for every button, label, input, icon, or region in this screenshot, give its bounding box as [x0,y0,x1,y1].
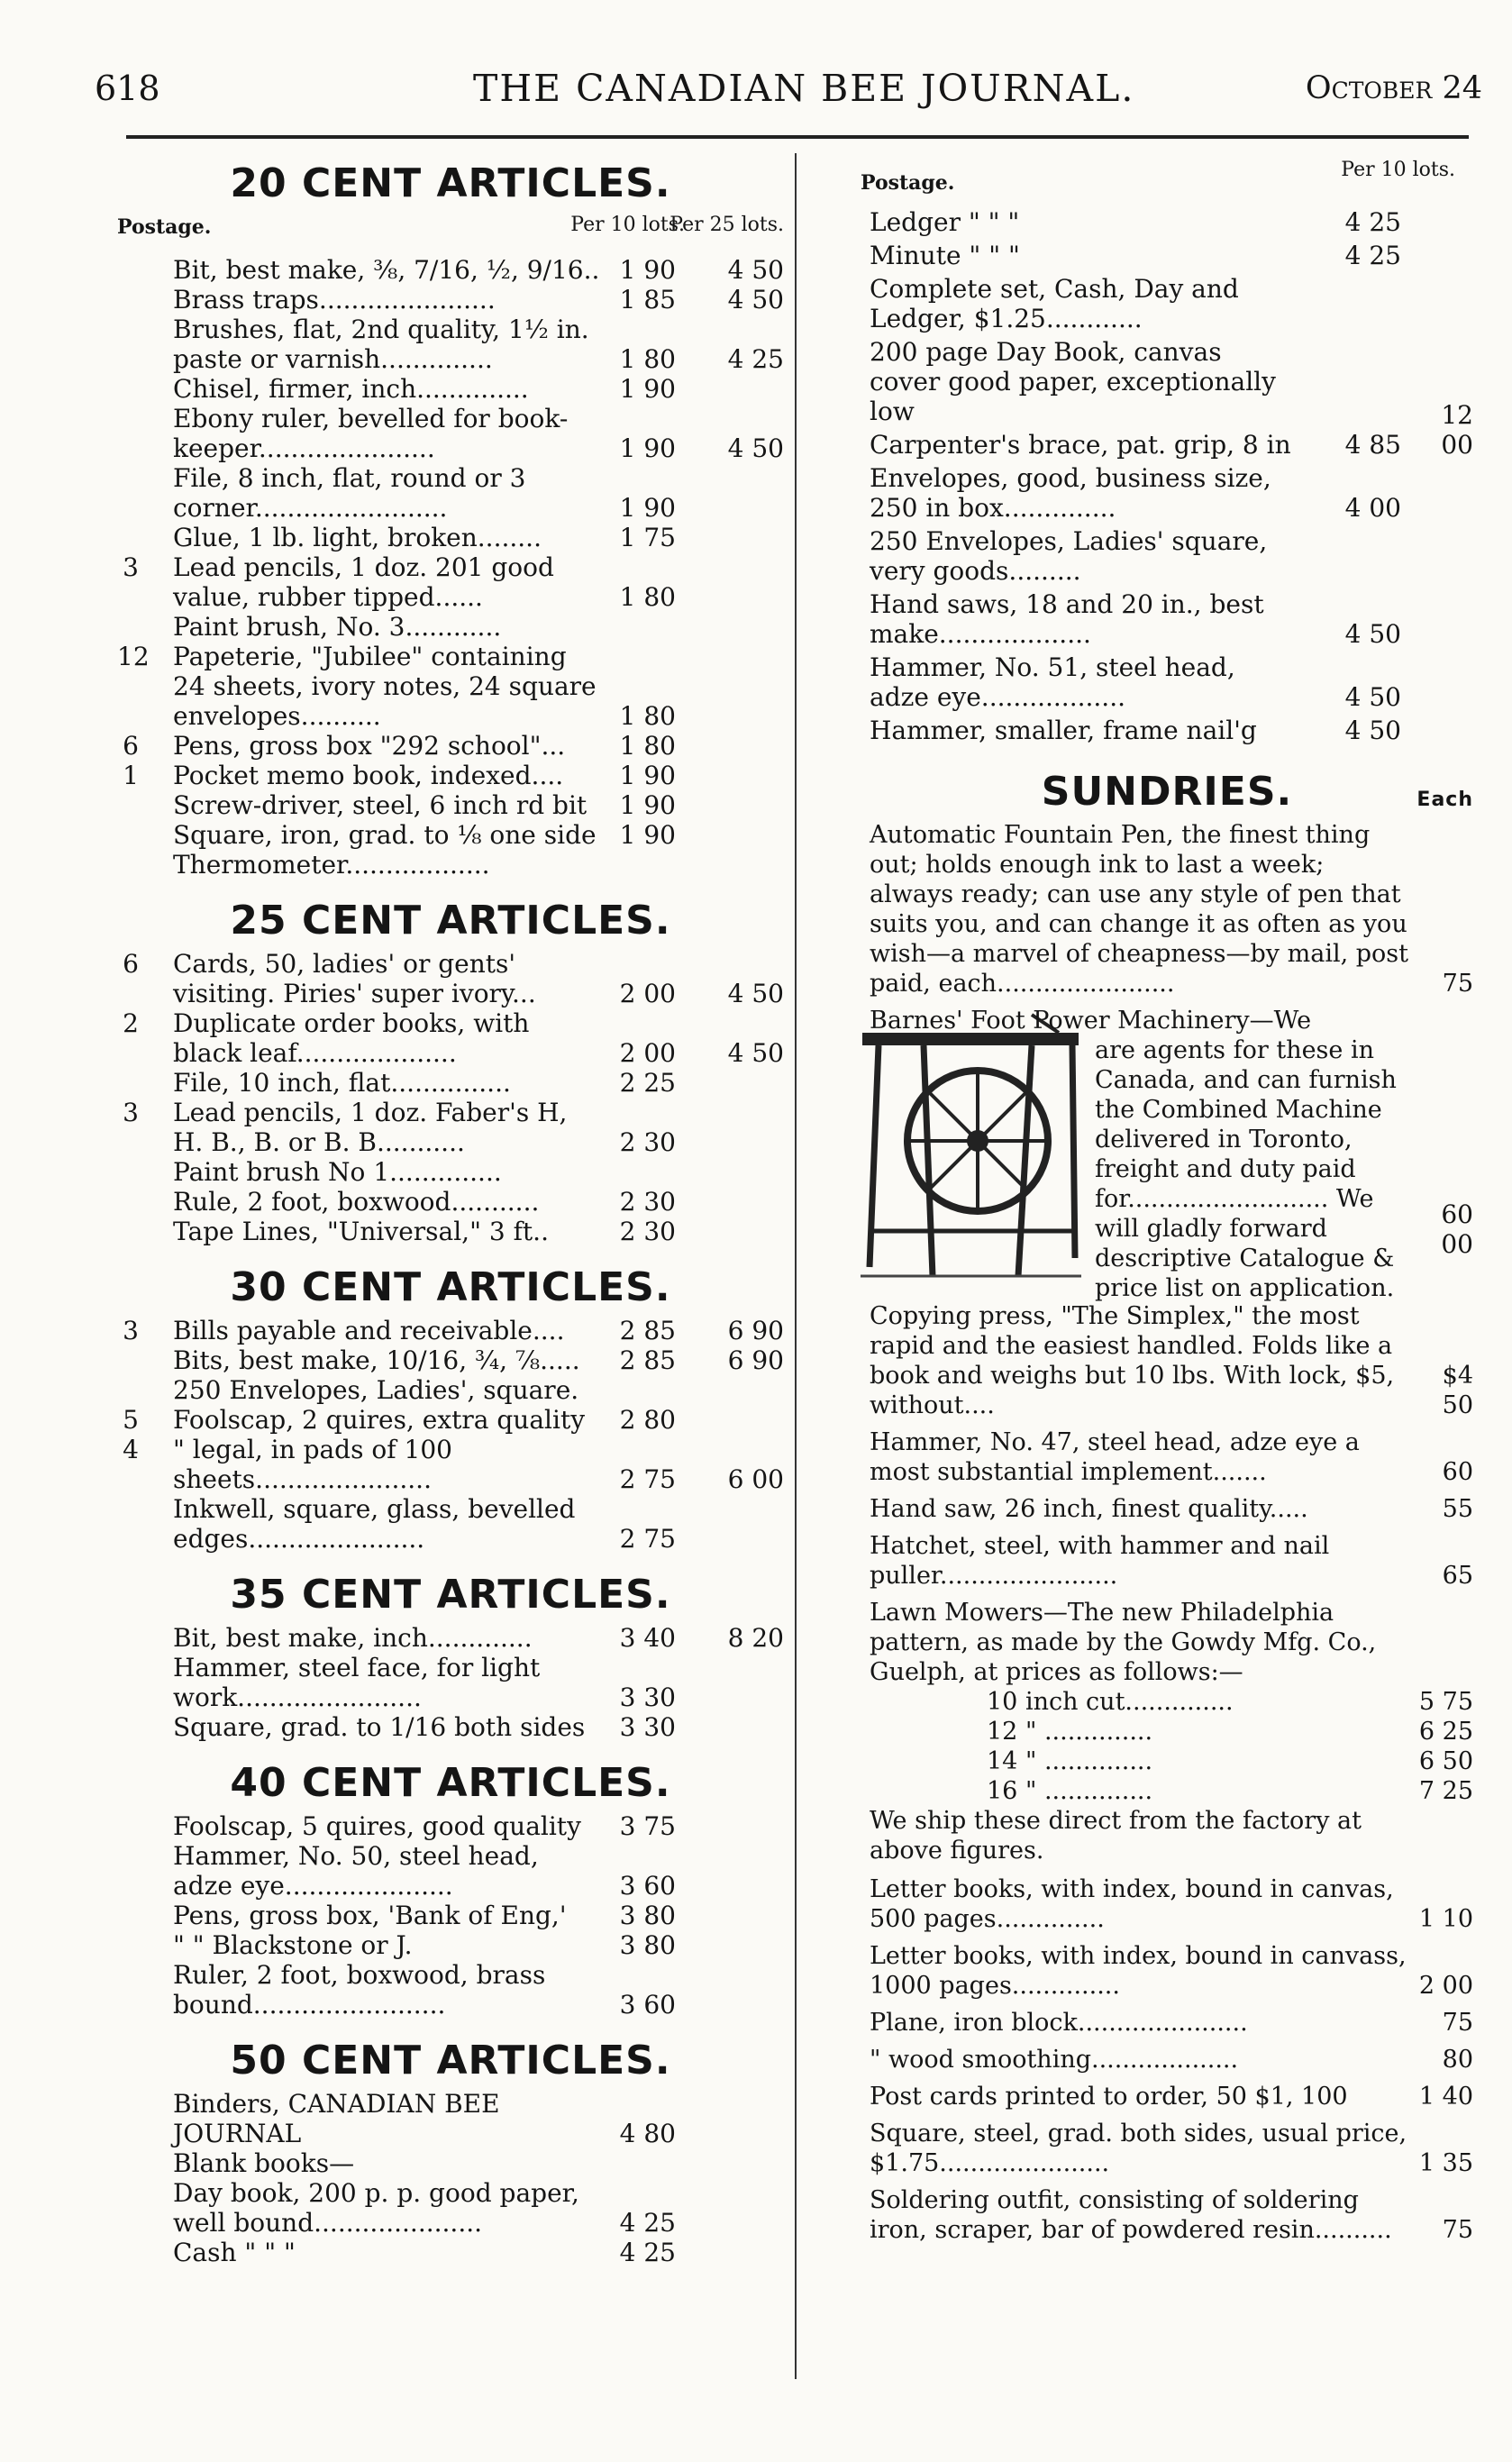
price-per-10: 1 85 [619,285,676,315]
item-description: Foolscap, 5 quires, good quality [173,1811,581,1841]
list-item [861,1427,1473,1487]
list-item [117,1960,784,2020]
list-item [861,207,1473,237]
list-item [117,2089,784,2148]
list-item [117,731,784,761]
item-description: Screw-driver, steel, 6 inch rd bit [173,790,587,820]
postage-count: 2 [123,1008,139,1038]
mower-size-label: 10 inch cut.............. [987,1688,1234,1716]
postage-count: 1 [123,761,139,790]
item-description: Ruler, 2 foot, boxwood, brass bound........................ [173,1960,546,2020]
item-description: Hammer, No. 50, steel head, adze eye..................... [173,1841,539,1901]
sundries-items-more [861,1874,1473,2245]
list-item [117,1405,784,1435]
price-per-10: 4 50 [1344,716,1401,745]
section-heading: 30 CENT ARTICLES. [230,1264,671,1310]
list-item [117,1901,784,1930]
price-per-10: 4 25 [1344,207,1401,237]
postage-label: Postage. [117,215,212,239]
item-description: Thermometer.................. [173,850,490,880]
list-item [861,400,1473,460]
mower-size-label: 12 " .............. [987,1718,1153,1746]
list-item [117,285,784,315]
price-per-10: 2 75 [619,1464,676,1494]
list-item [117,1841,784,1901]
price: 60 [1442,1458,1473,1486]
price-per-10: 2 75 [619,1524,676,1554]
item-description: 200 page Day Book, canvas cover good paper, exceptionally low [870,337,1276,426]
item-description: Plane, iron block...................... [870,2009,1248,2037]
machinery-description: are agents for these in Canada, and can furnish the Combined Machine delivered in Toronto, freight and duty paid for.......................... We will gladly forward descriptive Catalogue & price list on application. [1095,1036,1397,1302]
item-description: Tape Lines, "Universal," 3 ft.. [173,1217,549,1246]
price-per-10: 1 80 [619,701,676,731]
list-item [117,255,784,285]
price-per-10: 3 75 [619,1811,676,1841]
price: 80 [1442,2046,1473,2074]
per-10-header: Per 10 lots. [1341,159,1455,181]
item-description: Paint brush No 1.............. [173,1157,502,1187]
item-description: Cards, 50, ladies' or gents' visiting. Piries' super ivory... [173,949,536,1008]
list-item [117,761,784,790]
mower-size-label: 16 " .............. [987,1777,1153,1805]
item-description: Rule, 2 foot, boxwood........... [173,1187,540,1217]
price-per-10: 2 85 [619,1316,676,1345]
list-item [861,2008,1473,2038]
item-description: Cash " " " [173,2238,296,2267]
item-description: Complete set, Cash, Day and Ledger, $1.25............ [870,274,1239,333]
right-items [861,207,1473,745]
item-description: Hammer, No. 47, steel head, adze eye a most substantial implement....... [870,1428,1360,1486]
price-per-25: 6 90 [727,1345,784,1375]
price-per-25: 12 00 [1441,400,1473,460]
list-item [861,337,1473,426]
postage-count: 6 [123,731,139,761]
journal-title: THE CANADIAN BEE JOURNAL. [473,67,1135,110]
page-header [95,63,1482,117]
sundry-foot-power-machinery [861,1006,1473,1302]
list-item [861,1531,1473,1591]
item-description: Brass traps...................... [173,285,496,315]
item-description: Chisel, firmer, inch.............. [173,374,529,404]
price: 75 [1442,2009,1473,2037]
item-description: " legal, in pads of 100 sheets...................... [173,1435,452,1494]
price-per-10: 4 25 [1344,241,1401,270]
right-column-header [861,153,1473,207]
mowers-note: We ship these direct from the factory at above figures. [870,1807,1362,1865]
mower-size-row [870,1746,1473,1776]
item-description: Pens, gross box "292 school"... [173,731,566,761]
list-item [117,523,784,552]
machinery-first-line: Barnes' Foot Power Machinery—We [870,1007,1312,1035]
mower-size-row [870,1687,1473,1717]
list-item [117,1008,784,1068]
price-per-25: 8 20 [727,1623,784,1653]
list-item [861,2045,1473,2074]
list-item [861,1874,1473,1934]
section-heading: 20 CENT ARTICLES. [230,160,671,206]
item-description: 250 Envelopes, Ladies' square, very goods......... [870,526,1268,586]
item-description: Glue, 1 lb. light, broken........ [173,523,542,552]
price-per-10: 2 25 [619,1068,676,1098]
price: 65 [1442,1562,1473,1590]
price-per-25: 4 25 [727,344,784,374]
list-item [117,2148,784,2178]
list-item [117,1811,784,1841]
item-description: Inkwell, square, glass, bevelled edges...................... [173,1494,576,1554]
each-label: Each [1416,789,1473,811]
list-item [117,1068,784,1098]
price-per-10: 2 80 [619,1405,676,1435]
section-heading: 25 CENT ARTICLES. [230,898,671,944]
item-description: Soldering outfit, consisting of soldering iron, scraper, bar of powdered resin.......... [870,2186,1392,2244]
price-per-10: 1 90 [619,790,676,820]
left-column [117,153,784,2267]
price-per-10: 4 80 [619,2119,676,2148]
price: 75 [1442,2216,1473,2244]
list-item [861,274,1473,333]
mower-size-label: 14 " .............. [987,1747,1153,1775]
list-item [861,589,1473,649]
price-per-10: 1 90 [619,761,676,790]
issue-date: October 24 [1305,70,1482,106]
price-per-10: 4 25 [619,2208,676,2238]
item-description: Envelopes, good, business size, 250 in box.............. [870,463,1271,523]
price-per-10: 2 30 [619,1187,676,1217]
sundries-items [861,1301,1473,1591]
price: 55 [1442,1495,1473,1523]
item-description: Pens, gross box, 'Bank of Eng,' [173,1901,567,1930]
price-per-10: 1 90 [619,433,676,463]
postage-count: 4 [123,1435,139,1464]
postage-count: 3 [123,552,139,582]
list-item [117,1316,784,1345]
item-description: Hammer, smaller, frame nail'g [870,716,1257,745]
postage-count: 6 [123,949,139,979]
list-item [117,642,784,731]
item-description: File, 8 inch, flat, round or 3 corner........................ [173,463,526,523]
mower-size-row [870,1776,1473,1806]
item-description: Hammer, No. 51, steel head, adze eye.................. [870,652,1235,712]
item-description: Carpenter's brace, pat. grip, 8 in [870,430,1291,460]
price-per-10: 3 80 [619,1901,676,1930]
postage-count: 3 [123,1098,139,1127]
price-per-10: 2 30 [619,1217,676,1246]
list-item [117,949,784,1008]
list-item [117,850,784,880]
item-description: Letter books, with index, bound in canvass, 1000 pages.............. [870,1942,1407,2000]
list-item [117,612,784,642]
list-item [861,241,1473,270]
price: 6 50 [1418,1747,1473,1775]
price: 1 10 [1418,1905,1473,1933]
price-per-10: 2 30 [619,1127,676,1157]
price-per-10: 4 85 [1344,430,1401,460]
postage-label: Postage. [861,171,955,195]
list-item [117,820,784,850]
price-per-10: 3 60 [619,1990,676,2020]
page-number: 618 [95,68,160,108]
sundry-fountain-pen: Automatic Fountain Pen, the finest thing out; holds enough ink to last a week; always ready; can use any style of pen that suits you, and can change it as often as you wish—a marvel of cheapness—by mail, post paid, each....................... 75 [870,821,1473,998]
item-description: Minute " " " [870,241,1020,270]
price-per-10: 1 80 [619,731,676,761]
price-per-10: 1 90 [619,255,676,285]
price-per-10: 3 80 [619,1930,676,1960]
item-description: Square, grad. to 1/16 both sides [173,1712,586,1742]
list-item [117,790,784,820]
list-item [117,552,784,612]
header-rule [126,135,1469,139]
price-per-10: 1 75 [619,523,676,552]
price-per-10: 3 30 [619,1712,676,1742]
item-description: Lead pencils, 1 doz. 201 good value, rubber tipped...... [173,552,554,612]
list-item [861,2082,1473,2111]
item-description: Hammer, steel face, for light work....................... [173,1653,541,1712]
postage-count: 3 [123,1316,139,1345]
mowers-description: Lawn Mowers—The new Philadelphia pattern, as made by the Gowdy Mfg. Co., Guelph, at prices as follows:— [870,1599,1377,1686]
item-description: Copying press, "The Simplex," the most rapid and the easiest handled. Folds like a book and weighs but 10 lbs. With lock, $5, without.... [870,1302,1395,1419]
item-description: Bit, best make, inch............. [173,1623,533,1653]
price-per-25: 6 90 [727,1316,784,1345]
item-description: Bit, best make, ⅜, 7/16, ½, 9/16.. [173,255,600,285]
section-heading: 40 CENT ARTICLES. [230,1760,671,1806]
item-description: Foolscap, 2 quires, extra quality [173,1405,586,1435]
section-heading: 35 CENT ARTICLES. [230,1572,671,1618]
item-description: Bits, best make, 10/16, ¾, ⅞..... [173,1345,580,1375]
price-per-25: 4 50 [727,1038,784,1068]
list-item [117,1375,784,1405]
column-headers [117,212,784,255]
price-per-10: 3 60 [619,1871,676,1901]
list-item [117,1930,784,1960]
price-per-10: 2 00 [619,1038,676,1068]
list-item [861,526,1473,586]
item-description: Paint brush, No. 3............ [173,612,502,642]
price: 6 25 [1418,1718,1473,1746]
price: 75 [1442,970,1473,998]
item-description: 250 Envelopes, Ladies', square. [173,1375,579,1405]
list-item [117,2178,784,2238]
item-description: Square, iron, grad. to ⅛ one side [173,820,597,850]
price-per-10: 2 85 [619,1345,676,1375]
item-description: Brushes, flat, 2nd quality, 1½ in. paste or varnish.............. [173,315,589,374]
price: 7 25 [1418,1777,1473,1805]
item-description: Post cards printed to order, 50 $1, 100 [870,2083,1348,2111]
mower-size-row [870,1717,1473,1746]
list-item [861,1301,1473,1420]
list-item [117,1098,784,1157]
price-per-10: 4 25 [619,2238,676,2267]
price: 60 00 [1441,1199,1473,1259]
item-description: Hand saw, 26 inch, finest quality..... [870,1495,1308,1523]
price: 2 00 [1418,1972,1473,2000]
item-description: Blank books— [173,2148,355,2178]
item-description: File, 10 inch, flat............... [173,1068,511,1098]
item-description: Square, steel, grad. both sides, usual price, $1.75...................... [870,2120,1407,2177]
list-item [117,1623,784,1653]
price-per-10: 2 00 [619,979,676,1008]
item-description: Bills payable and receivable.... [173,1316,565,1345]
list-item [117,463,784,523]
price-per-10: 1 90 [619,493,676,523]
list-item [861,2119,1473,2178]
per-10-header: Per 10 lots. [570,214,685,236]
right-column [861,153,1473,2252]
item-description: Letter books, with index, bound in canvas, 500 pages.............. [870,1875,1394,1933]
list-item [861,716,1473,745]
list-item [117,1345,784,1375]
item-description: Binders, CANADIAN BEE JOURNAL [173,2089,500,2148]
section-heading: 50 CENT ARTICLES. [230,2038,671,2084]
list-item [117,315,784,374]
price-per-25: 4 50 [727,979,784,1008]
list-item [117,404,784,463]
price-per-25: 4 50 [727,433,784,463]
list-item [117,1712,784,1742]
list-item [117,374,784,404]
item-description: " " Blackstone or J. [173,1930,413,1960]
list-item [861,1941,1473,2001]
list-item [861,652,1473,712]
price-per-25: 4 50 [727,285,784,315]
price-per-10: 4 00 [1344,493,1401,523]
list-item [117,1157,784,1187]
list-item [861,2185,1473,2245]
price: 1 40 [1418,2083,1473,2111]
item-description: Hand saws, 18 and 20 in., best make................... [870,589,1264,649]
price-per-25: 4 50 [727,255,784,285]
item-description: Ebony ruler, bevelled for book-keeper...................... [173,404,569,463]
list-item [117,1435,784,1494]
list-item [117,2238,784,2267]
price-per-10: 4 50 [1344,619,1401,649]
item-description: Papeterie, "Jubilee" containing 24 sheets, ivory notes, 24 square envelopes.......... [173,642,597,731]
price-per-10: 3 30 [619,1682,676,1712]
price-per-10: 1 80 [619,344,676,374]
item-description: " wood smoothing................... [870,2046,1239,2074]
item-description: Lead pencils, 1 doz. Faber's H, H. B., B. or B. B........... [173,1098,568,1157]
price-per-10: 4 50 [1344,682,1401,712]
list-item [117,1494,784,1554]
item-description: Day book, 200 p. p. good paper, well bound..................... [173,2178,579,2238]
price: 1 35 [1418,2149,1473,2177]
list-item [861,463,1473,523]
price-per-10: 3 40 [619,1623,676,1653]
list-item [117,1187,784,1217]
price-per-10: 1 80 [619,582,676,612]
item-description: Duplicate order books, with black leaf.................... [173,1008,530,1068]
price-per-10: 1 90 [619,820,676,850]
item-description: Pocket memo book, indexed.... [173,761,564,790]
postage-count: 5 [123,1405,139,1435]
item-description: Ledger " " " [870,207,1020,237]
list-item [117,1217,784,1246]
item-description: Hatchet, steel, with hammer and nail puller....................... [870,1532,1330,1590]
price-per-10: 1 90 [619,374,676,404]
price: $4 50 [1442,1362,1473,1419]
section-heading-sundries: SUNDRIES. Each [1041,769,1473,815]
per-25-header: Per 25 lots. [669,214,784,236]
list-item [861,1494,1473,1524]
sundry-lawn-mowers [861,1598,1473,1865]
price-per-25: 6 00 [727,1464,784,1494]
column-divider [795,153,797,2379]
list-item [117,1653,784,1712]
price: 5 75 [1418,1688,1473,1716]
postage-count: 12 [117,642,150,671]
